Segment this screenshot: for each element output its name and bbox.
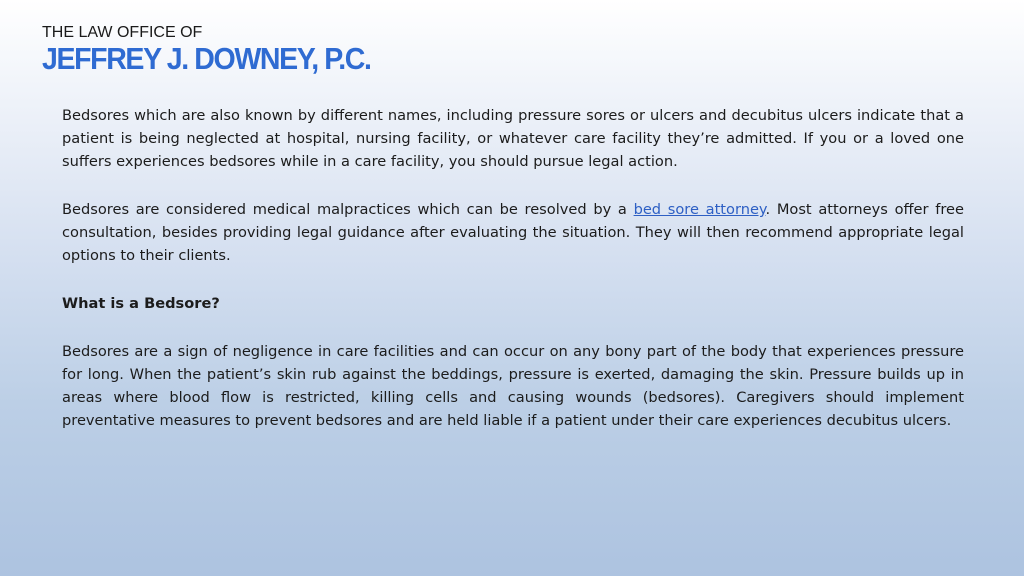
logo-firm-name: JEFFREY J. DOWNEY, P.C. [42, 41, 371, 76]
law-office-logo [42, 24, 399, 75]
paragraph-attorney-text-before: Bedsores are considered medical malpractices which can be resolved by a [62, 201, 634, 218]
section-heading: What is a Bedsore? [62, 295, 220, 312]
paragraph-attorney [62, 198, 964, 267]
bed-sore-attorney-link[interactable]: bed sore attorney [633, 201, 766, 218]
article-body [62, 104, 964, 457]
paragraph-definition: Bedsores are a sign of negligence in care facilities and can occur on any bony part of the body that experiences pressure for long. When the patient’s skin rub against the beddings, pressure is exerted, damaging the skin. Pressure builds up in areas where blood flow is restricted, killing cells and causing wounds (bedsores). Caregivers should implement preventative measures to prevent bedsores and are held liable if a patient under their care experiences decubitus ulcers. [62, 343, 964, 429]
paragraph-intro: Bedsores which are also known by different names, including pressure sores or ulcers and decubitus ulcers indicate that a patient is being neglected at hospital, nursing facility, or whatever care facility they’re admitted. If you or a loved one suffers experiences bedsores while in a care facility, you should pursue legal action. [62, 107, 964, 170]
logo-subtitle: THE LAW OFFICE OF [42, 24, 203, 41]
paragraph-attorney-text-after: . Most attorneys offer free consultation, besides providing legal guidance after evaluating the situation. They will then recommend appropriate legal options to their clients. [62, 201, 964, 264]
